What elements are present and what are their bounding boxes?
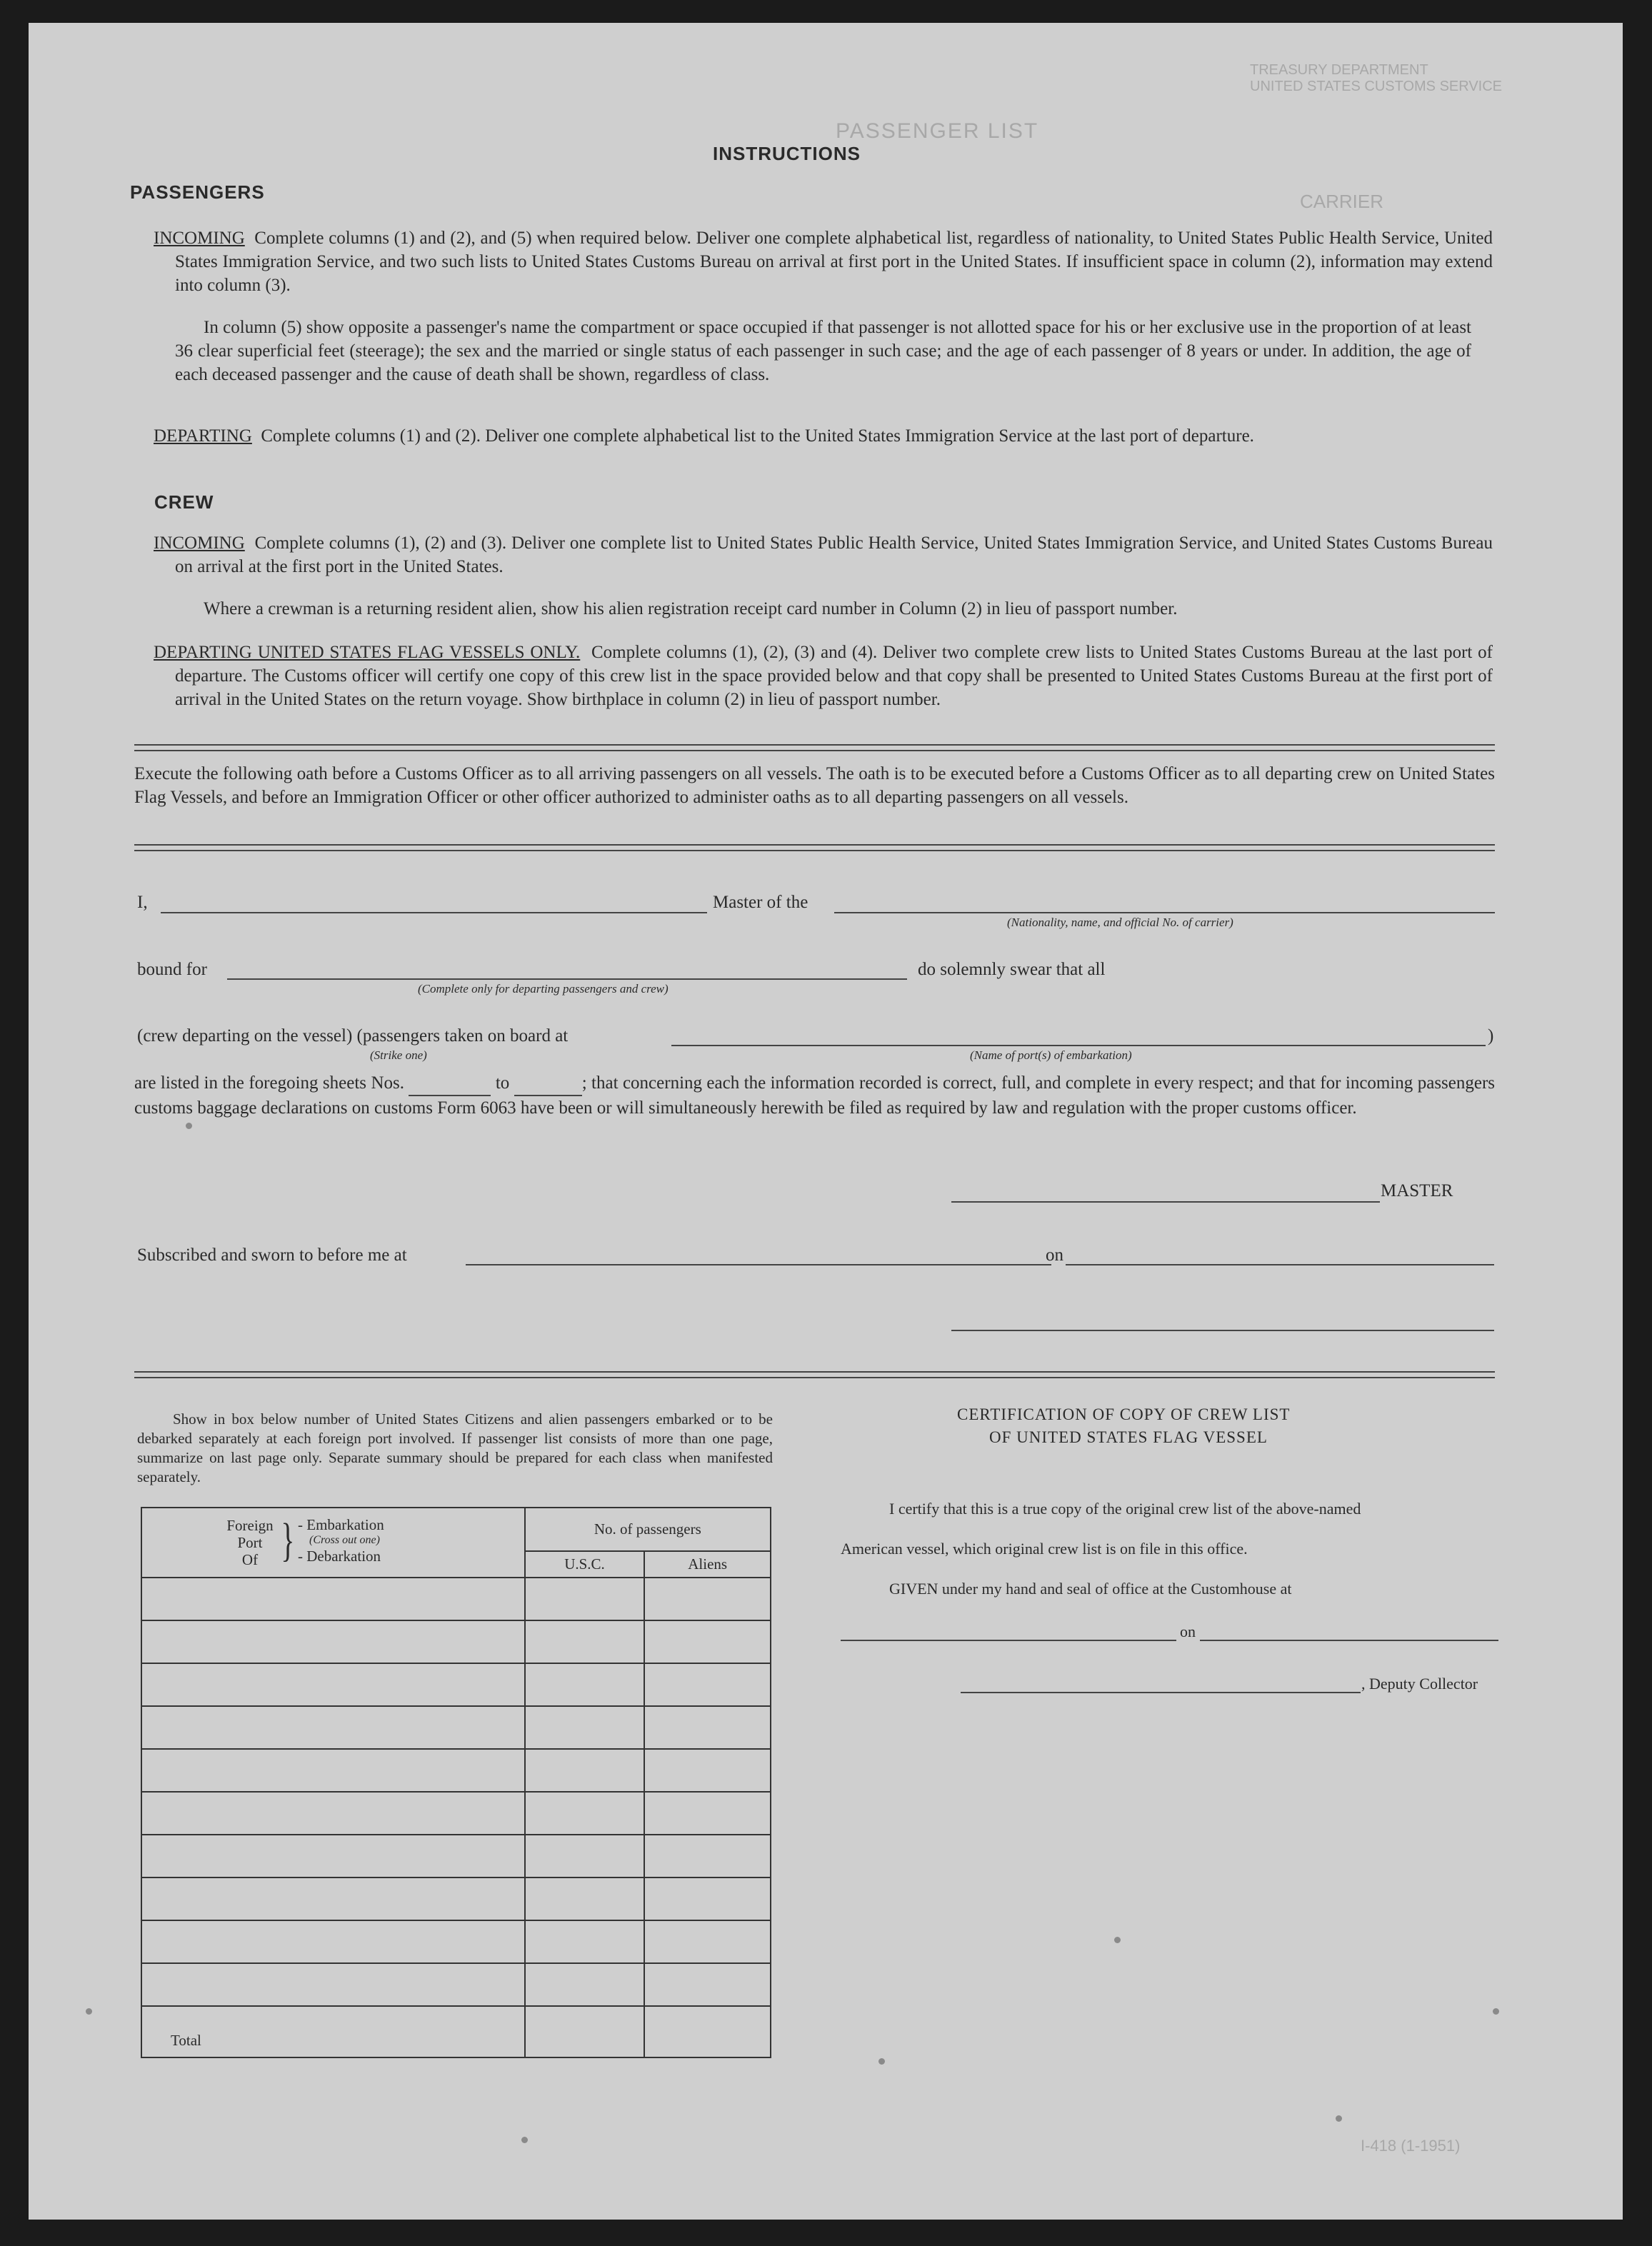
certification-title-line2: OF UNITED STATES FLAG VESSEL	[989, 1428, 1268, 1446]
usc-cell[interactable]	[525, 1792, 645, 1835]
given-text: GIVEN under my hand and seal of office at the Customhouse at	[889, 1580, 1292, 1598]
section-divider	[134, 844, 1495, 851]
deputy-collector-signature-field[interactable]	[961, 1692, 1361, 1693]
bleed-through-text: CARRIER	[1300, 191, 1384, 212]
usc-cell[interactable]	[525, 1620, 645, 1663]
scan-speck	[186, 1123, 192, 1129]
scan-speck	[1493, 2008, 1499, 2015]
carrier-field[interactable]	[834, 912, 1495, 913]
usc-total-cell[interactable]	[525, 2006, 645, 2057]
crew-passengers-text: (crew departing on the vessel) (passengers taken on board at	[137, 1026, 569, 1046]
aliens-header: Aliens	[644, 1551, 771, 1578]
table-row	[141, 1920, 771, 1963]
listed-text-2: ; that concerning each the information recorded is correct, full, and complete in every respect; and that for incoming passengers customs baggage declarations on customs Form 6063 have been or will simultaneously herewith be filed as required by law and regulation with the proper customs officer.	[134, 1073, 1496, 1118]
port-cell[interactable]	[141, 1963, 525, 2006]
customhouse-field[interactable]	[841, 1640, 1176, 1641]
section-divider	[134, 744, 1495, 751]
scan-speck	[86, 2008, 92, 2015]
table-row	[141, 1706, 771, 1749]
swear-text: do solemnly swear that all	[918, 960, 1106, 979]
port-cell[interactable]	[141, 1877, 525, 1920]
port-cell[interactable]	[141, 1706, 525, 1749]
crew-departing-instructions	[154, 641, 1493, 711]
official-signature-field[interactable]	[951, 1330, 1494, 1331]
port-cell[interactable]	[141, 1663, 525, 1706]
foreign-port-label: Foreign Port Of	[226, 1517, 274, 1568]
usc-cell[interactable]	[525, 1578, 645, 1620]
table-row	[141, 1963, 771, 2006]
aliens-cell[interactable]	[644, 1578, 771, 1620]
sheet-to-field[interactable]	[514, 1071, 582, 1096]
port-cell[interactable]	[141, 1920, 525, 1963]
port-cell[interactable]	[141, 1792, 525, 1835]
aliens-cell[interactable]	[644, 1920, 771, 1963]
bound-for-label: bound for	[137, 960, 207, 979]
section-divider	[134, 1371, 1495, 1378]
scan-speck	[1114, 1937, 1121, 1943]
port-cell[interactable]	[141, 1620, 525, 1663]
usc-cell[interactable]	[525, 1706, 645, 1749]
table-row	[141, 1663, 771, 1706]
aliens-cell[interactable]	[644, 1835, 771, 1877]
bleed-through-text: TREASURY DEPARTMENT UNITED STATES CUSTOMS SERVICE	[1250, 62, 1503, 94]
port-cell[interactable]	[141, 1578, 525, 1620]
certification-title-line1: CERTIFICATION OF COPY OF CREW LIST	[957, 1405, 1291, 1423]
no-of-passengers-header: No. of passengers	[525, 1508, 771, 1551]
page-title: INSTRUCTIONS	[713, 143, 861, 164]
close-paren: )	[1488, 1026, 1494, 1046]
aliens-total-cell[interactable]	[644, 2006, 771, 2057]
cert-on-label: on	[1180, 1623, 1196, 1640]
scan-speck	[521, 2137, 528, 2143]
passengers-heading: PASSENGERS	[130, 181, 265, 203]
port-cell[interactable]	[141, 1835, 525, 1877]
usc-cell[interactable]	[525, 1749, 645, 1792]
total-label: Total	[141, 2006, 525, 2057]
port-caption: (Name of port(s) of embarkation)	[970, 1048, 1132, 1062]
strike-one-caption: (Strike one)	[370, 1048, 427, 1062]
subscribed-place-field[interactable]	[466, 1264, 1051, 1265]
oath-i-label: I,	[137, 893, 148, 912]
table-row	[141, 1620, 771, 1663]
document-page	[29, 23, 1623, 2220]
crew-incoming-instructions	[154, 531, 1493, 578]
crew-departing-label: DEPARTING UNITED STATES FLAG VESSELS ONLY.	[154, 643, 581, 662]
listed-to: to	[495, 1073, 510, 1093]
bleed-through-text: PASSENGER LIST	[836, 119, 1039, 143]
table-row	[141, 1792, 771, 1835]
crew-alien-text: Where a crewman is a returning resident alien, show his alien registration receipt card number in Column (2) in lieu of passport number.	[204, 599, 1178, 618]
subscribed-on-label: on	[1046, 1245, 1063, 1265]
crew-incoming-label: INCOMING	[154, 533, 245, 553]
oath-intro: Execute the following oath before a Customs Officer as to all arriving passengers on all vessels. The oath is to be executed before a Customs Officer as to all departing crew on United States Flag Vessels, and before an Immigration Officer or other officer authorized to administer oaths as to all departing passengers on all vessels.	[134, 764, 1495, 807]
passengers-incoming-text: Complete columns (1) and (2), and (5) when required below. Deliver one complete alphabetical list, regardless of nationality, to United States Public Health Service, United States Immigration Service, and two such lists to United States Customs Bureau on arrival at first port in the United States. If insufficient space in column (2), information may extend into column (3).	[175, 229, 1493, 295]
oath-statement	[134, 1071, 1495, 1120]
subscribed-date-field[interactable]	[1066, 1264, 1494, 1265]
subscribed-label: Subscribed and sworn to before me at	[137, 1245, 407, 1265]
aliens-cell[interactable]	[644, 1620, 771, 1663]
passengers-incoming-instructions	[154, 226, 1493, 297]
embarkation-port-field[interactable]	[671, 1045, 1486, 1046]
usc-cell[interactable]	[525, 1920, 645, 1963]
form-number: I-418 (1-1951)	[1361, 2137, 1461, 2155]
foreign-port-header	[141, 1508, 525, 1578]
master-of-the-label: Master of the	[713, 893, 809, 912]
master-label: MASTER	[1381, 1181, 1453, 1200]
passengers-column5-text: In column (5) show opposite a passenger's name the compartment or space occupied if that passenger is not allotted space for his or her exclusive use in the proportion of at least 36 clear superficial feet (steerage); the sex and the married or single status of each passenger in such case; and the age of each passenger of 8 years or under. In addition, the age of each deceased passenger and the cause of death shall be shown, regardless of class.	[175, 318, 1471, 384]
crew-heading: CREW	[154, 491, 214, 513]
passengers-departing-text: Complete columns (1) and (2). Deliver one complete alphabetical list to the United States Immigration Service at the last port of departure.	[261, 426, 1254, 446]
aliens-cell[interactable]	[644, 1749, 771, 1792]
cert-date-field[interactable]	[1200, 1640, 1498, 1641]
scan-speck	[1336, 2115, 1342, 2122]
master-name-field[interactable]	[161, 912, 707, 913]
bound-for-field[interactable]	[227, 978, 907, 980]
departing-label: DEPARTING	[154, 426, 252, 446]
aliens-cell[interactable]	[644, 1663, 771, 1706]
listed-text-1: are listed in the foregoing sheets Nos.	[134, 1073, 404, 1093]
bound-for-caption: (Complete only for departing passengers and crew)	[418, 982, 669, 996]
usc-cell[interactable]	[525, 1877, 645, 1920]
aliens-cell[interactable]	[644, 1877, 771, 1920]
summary-instructions: Show in box below number of United States Citizens and alien passengers embarked or to be debarked separately at each foreign port involved. If passenger list consists of more than one page, summarize on last page only. Separate summary should be prepared for each class when manifested separately.	[137, 1410, 773, 1485]
usc-cell[interactable]	[525, 1835, 645, 1877]
table-row	[141, 1749, 771, 1792]
passenger-summary-table	[141, 1507, 771, 2058]
passengers-departing-instructions	[154, 424, 1493, 448]
brace-symbol: }	[281, 1514, 295, 1566]
crew-incoming-text: Complete columns (1), (2) and (3). Deliver one complete list to United States Public Health Service, United States Immigration Service, and United States Customs Bureau on arrival at the first port in the United States.	[175, 533, 1493, 576]
table-row	[141, 1578, 771, 1620]
certify-line2: American vessel, which original crew list is on file in this office.	[841, 1540, 1248, 1558]
usc-cell[interactable]	[525, 1663, 645, 1706]
total-row	[141, 2006, 771, 2057]
aliens-cell[interactable]	[644, 1792, 771, 1835]
certify-line1: I certify that this is a true copy of the original crew list of the above-named	[889, 1500, 1361, 1518]
deputy-collector-label: , Deputy Collector	[1361, 1675, 1478, 1693]
sheet-from-field[interactable]	[409, 1071, 491, 1096]
table-row	[141, 1835, 771, 1877]
carrier-caption: (Nationality, name, and official No. of carrier)	[1007, 916, 1233, 929]
aliens-cell[interactable]	[644, 1706, 771, 1749]
table-row	[141, 1877, 771, 1920]
usc-cell[interactable]	[525, 1963, 645, 2006]
scan-speck	[878, 2058, 885, 2065]
crew-departing-text: Complete columns (1), (2), (3) and (4). Deliver two complete crew lists to United States Customs Bureau at the last port of departure. The Customs officer will certify one copy of this crew list in the space provided below and that copy shall be presented to United States Customs Bureau at the first port of arrival in the United States on the return voyage. Show birthplace in column (2) in lieu of passport number.	[175, 643, 1493, 709]
master-signature-field[interactable]	[951, 1201, 1380, 1203]
aliens-cell[interactable]	[644, 1963, 771, 2006]
embark-debark-options: - Embarkation (Cross out one) - Debarkation	[298, 1516, 384, 1565]
usc-header: U.S.C.	[525, 1551, 645, 1578]
incoming-label: INCOMING	[154, 229, 245, 248]
port-cell[interactable]	[141, 1749, 525, 1792]
